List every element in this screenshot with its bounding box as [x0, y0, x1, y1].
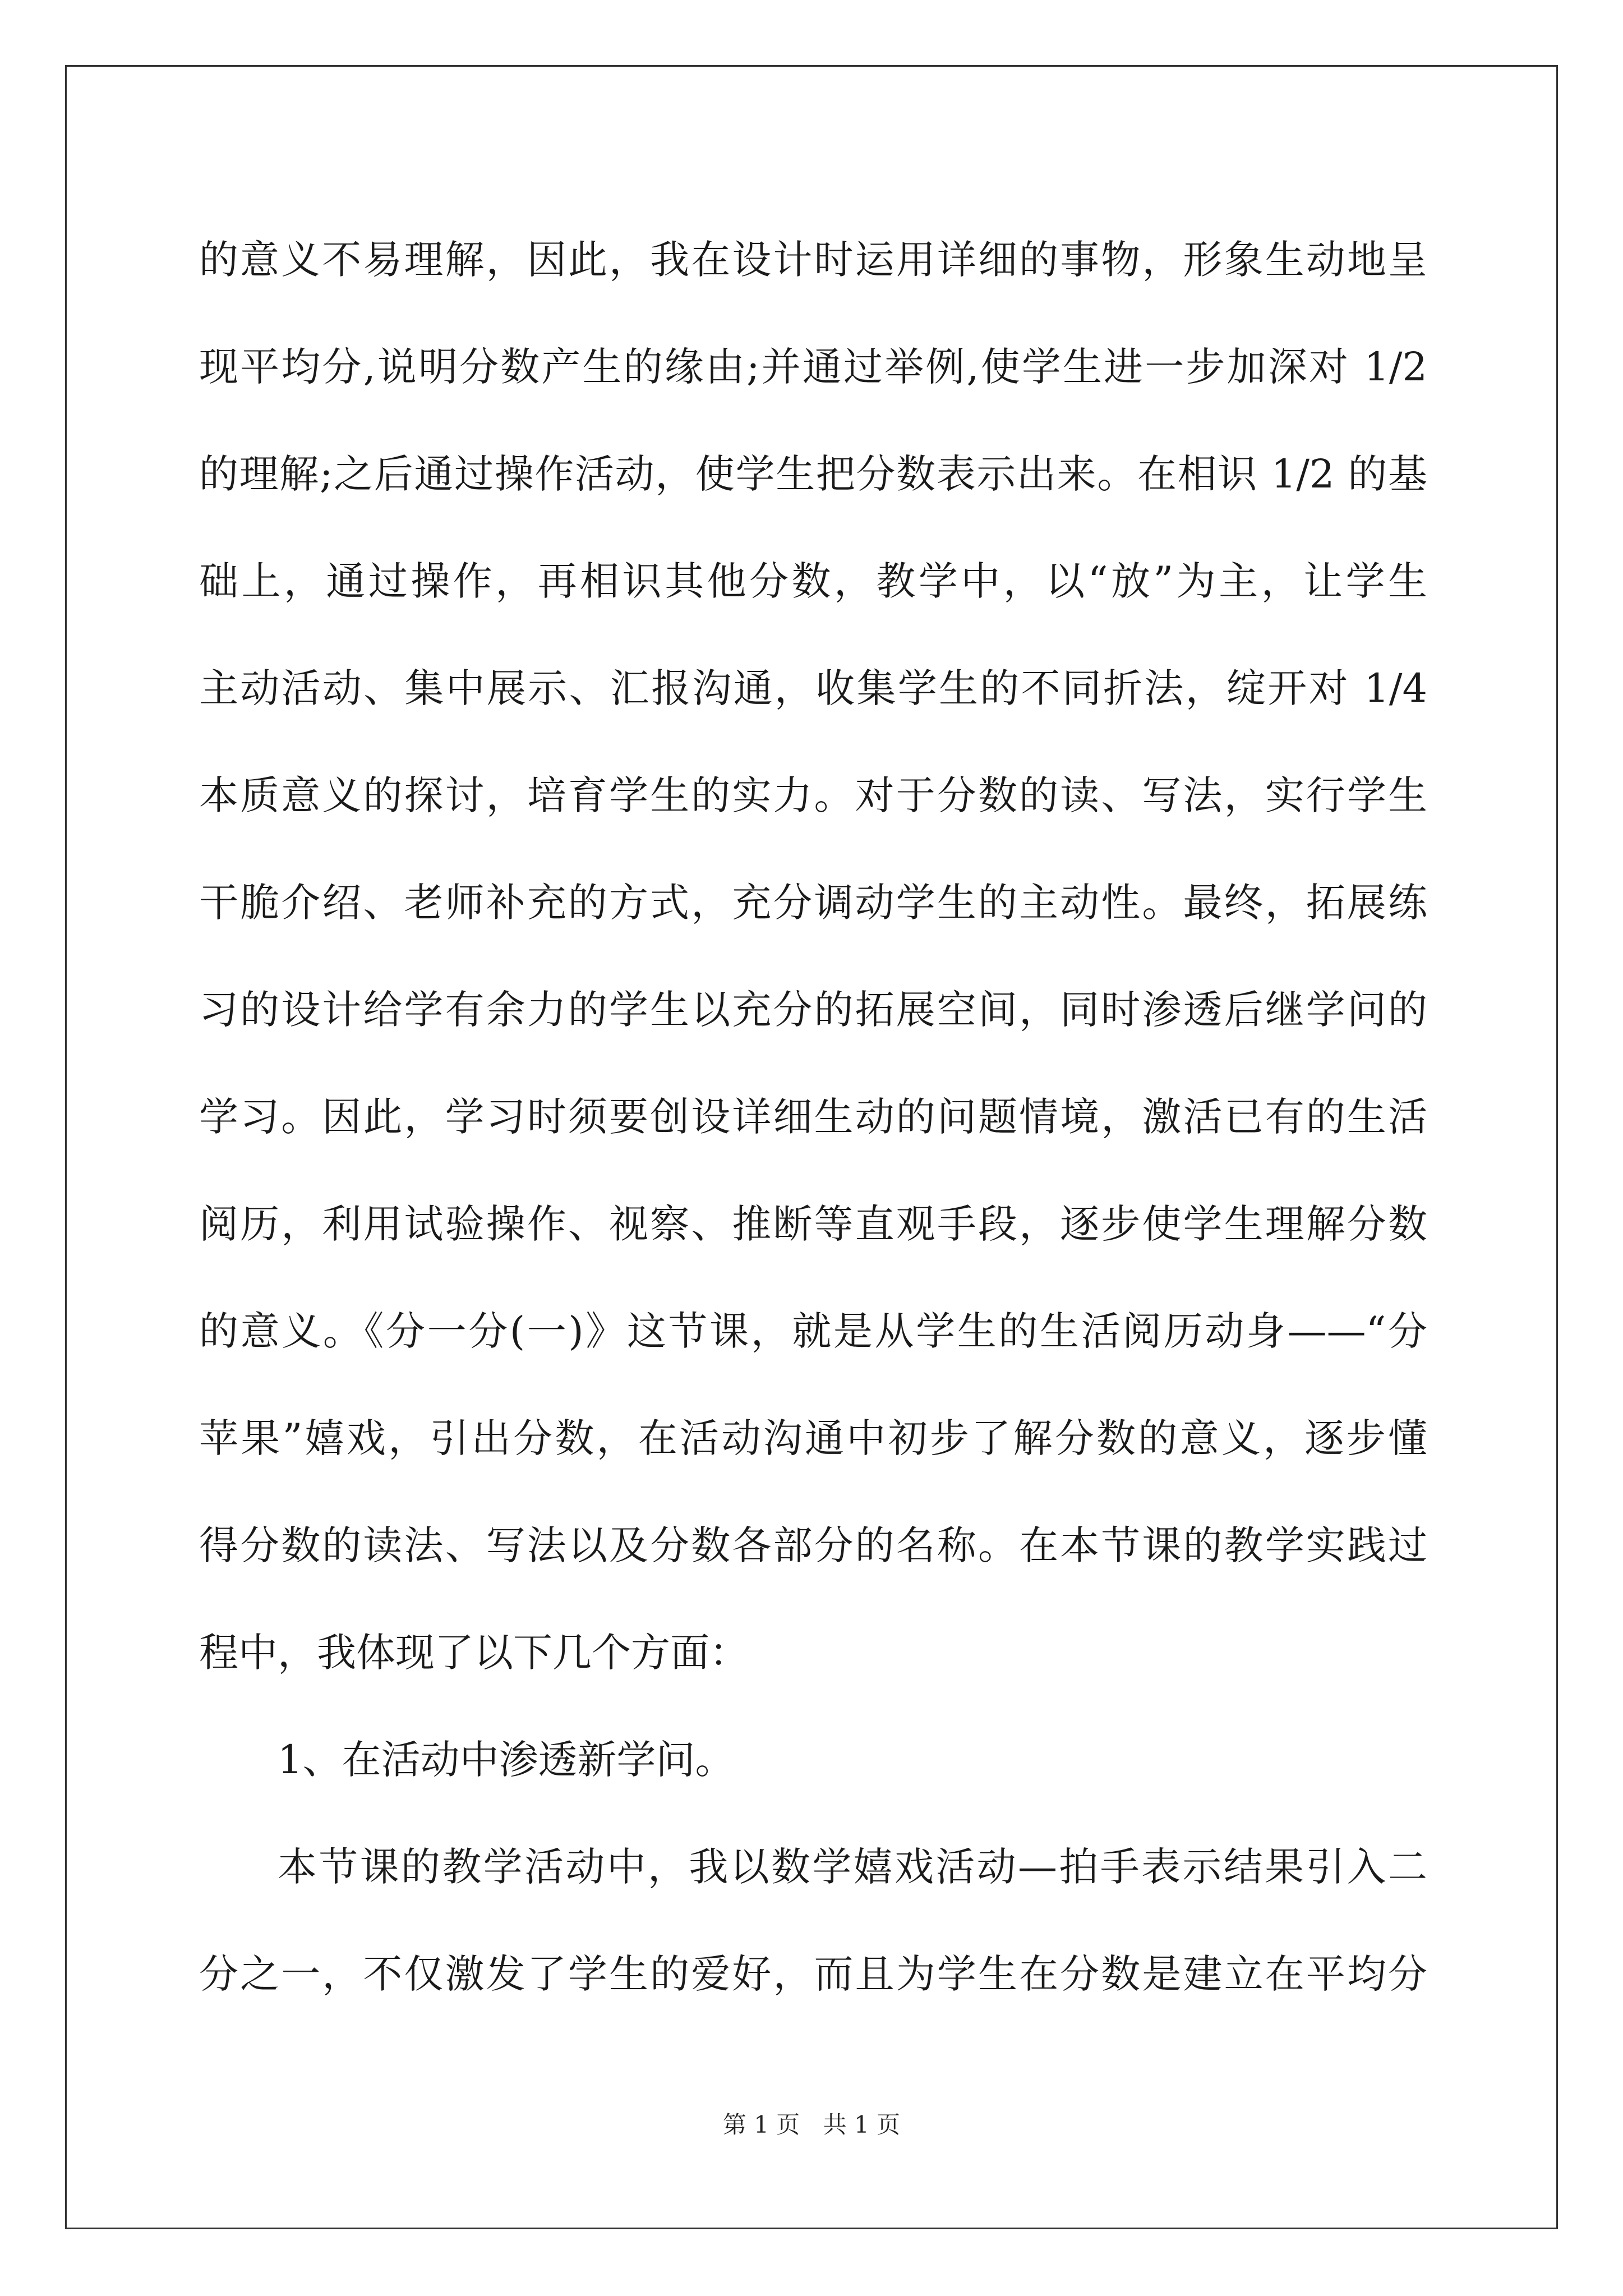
section-heading: 1、在活动中渗透新学问。	[278, 1737, 735, 1783]
text-line: 阅历，利用试验操作、视察、推断等直观手段，逐步使学生理解分数	[199, 1201, 1427, 1247]
text-line: 本质意义的探讨，培育学生的实力。对于分数的读、写法，实行学生	[199, 772, 1427, 818]
text-line: 习的设计给学有余力的学生以充分的拓展空间，同时渗透后继学问的	[199, 987, 1427, 1033]
text-line: 得分数的读法、写法以及分数各部分的名称。在本节课的教学实践过	[199, 1522, 1427, 1568]
text-line: 主动活动、集中展示、汇报沟通，收集学生的不同折法，绽开对 1/4	[199, 665, 1427, 711]
text-line: 程中，我体现了以下几个方面：	[199, 1630, 749, 1676]
document-body	[199, 206, 1427, 2028]
text-line: 苹果”嬉戏，引出分数，在活动沟通中初步了解分数的意义，逐步懂	[199, 1415, 1427, 1461]
text-line: 学习。因此，学习时须要创设详细生动的问题情境，激活已有的生活	[199, 1094, 1427, 1140]
page-total: 共 1 页	[823, 2111, 901, 2138]
text-line: 本节课的教学活动中，我以数学嬉戏活动—拍手表示结果引入二	[278, 1844, 1427, 1890]
text-line: 的理解;之后通过操作活动，使学生把分数表示出来。在相识 1/2 的基	[199, 451, 1427, 497]
page-footer	[0, 2108, 1623, 2142]
text-line: 的意义不易理解，因此，我在设计时运用详细的事物，形象生动地呈	[199, 237, 1427, 283]
page-number: 第 1 页	[722, 2111, 800, 2138]
text-line: 础上，通过操作，再相识其他分数，教学中，以“放”为主，让学生	[199, 558, 1427, 604]
text-line: 现平均分,说明分数产生的缘由;并通过举例,使学生进一步加深对 1/2	[199, 344, 1427, 390]
text-line: 的意义。《分一分(一)》这节课，就是从学生的生活阅历动身——“分	[199, 1308, 1427, 1354]
text-line: 分之一，不仅激发了学生的爱好，而且为学生在分数是建立在平均分	[199, 1951, 1427, 1997]
text-line: 干脆介绍、老师补充的方式，充分调动学生的主动性。最终，拓展练	[199, 880, 1427, 926]
